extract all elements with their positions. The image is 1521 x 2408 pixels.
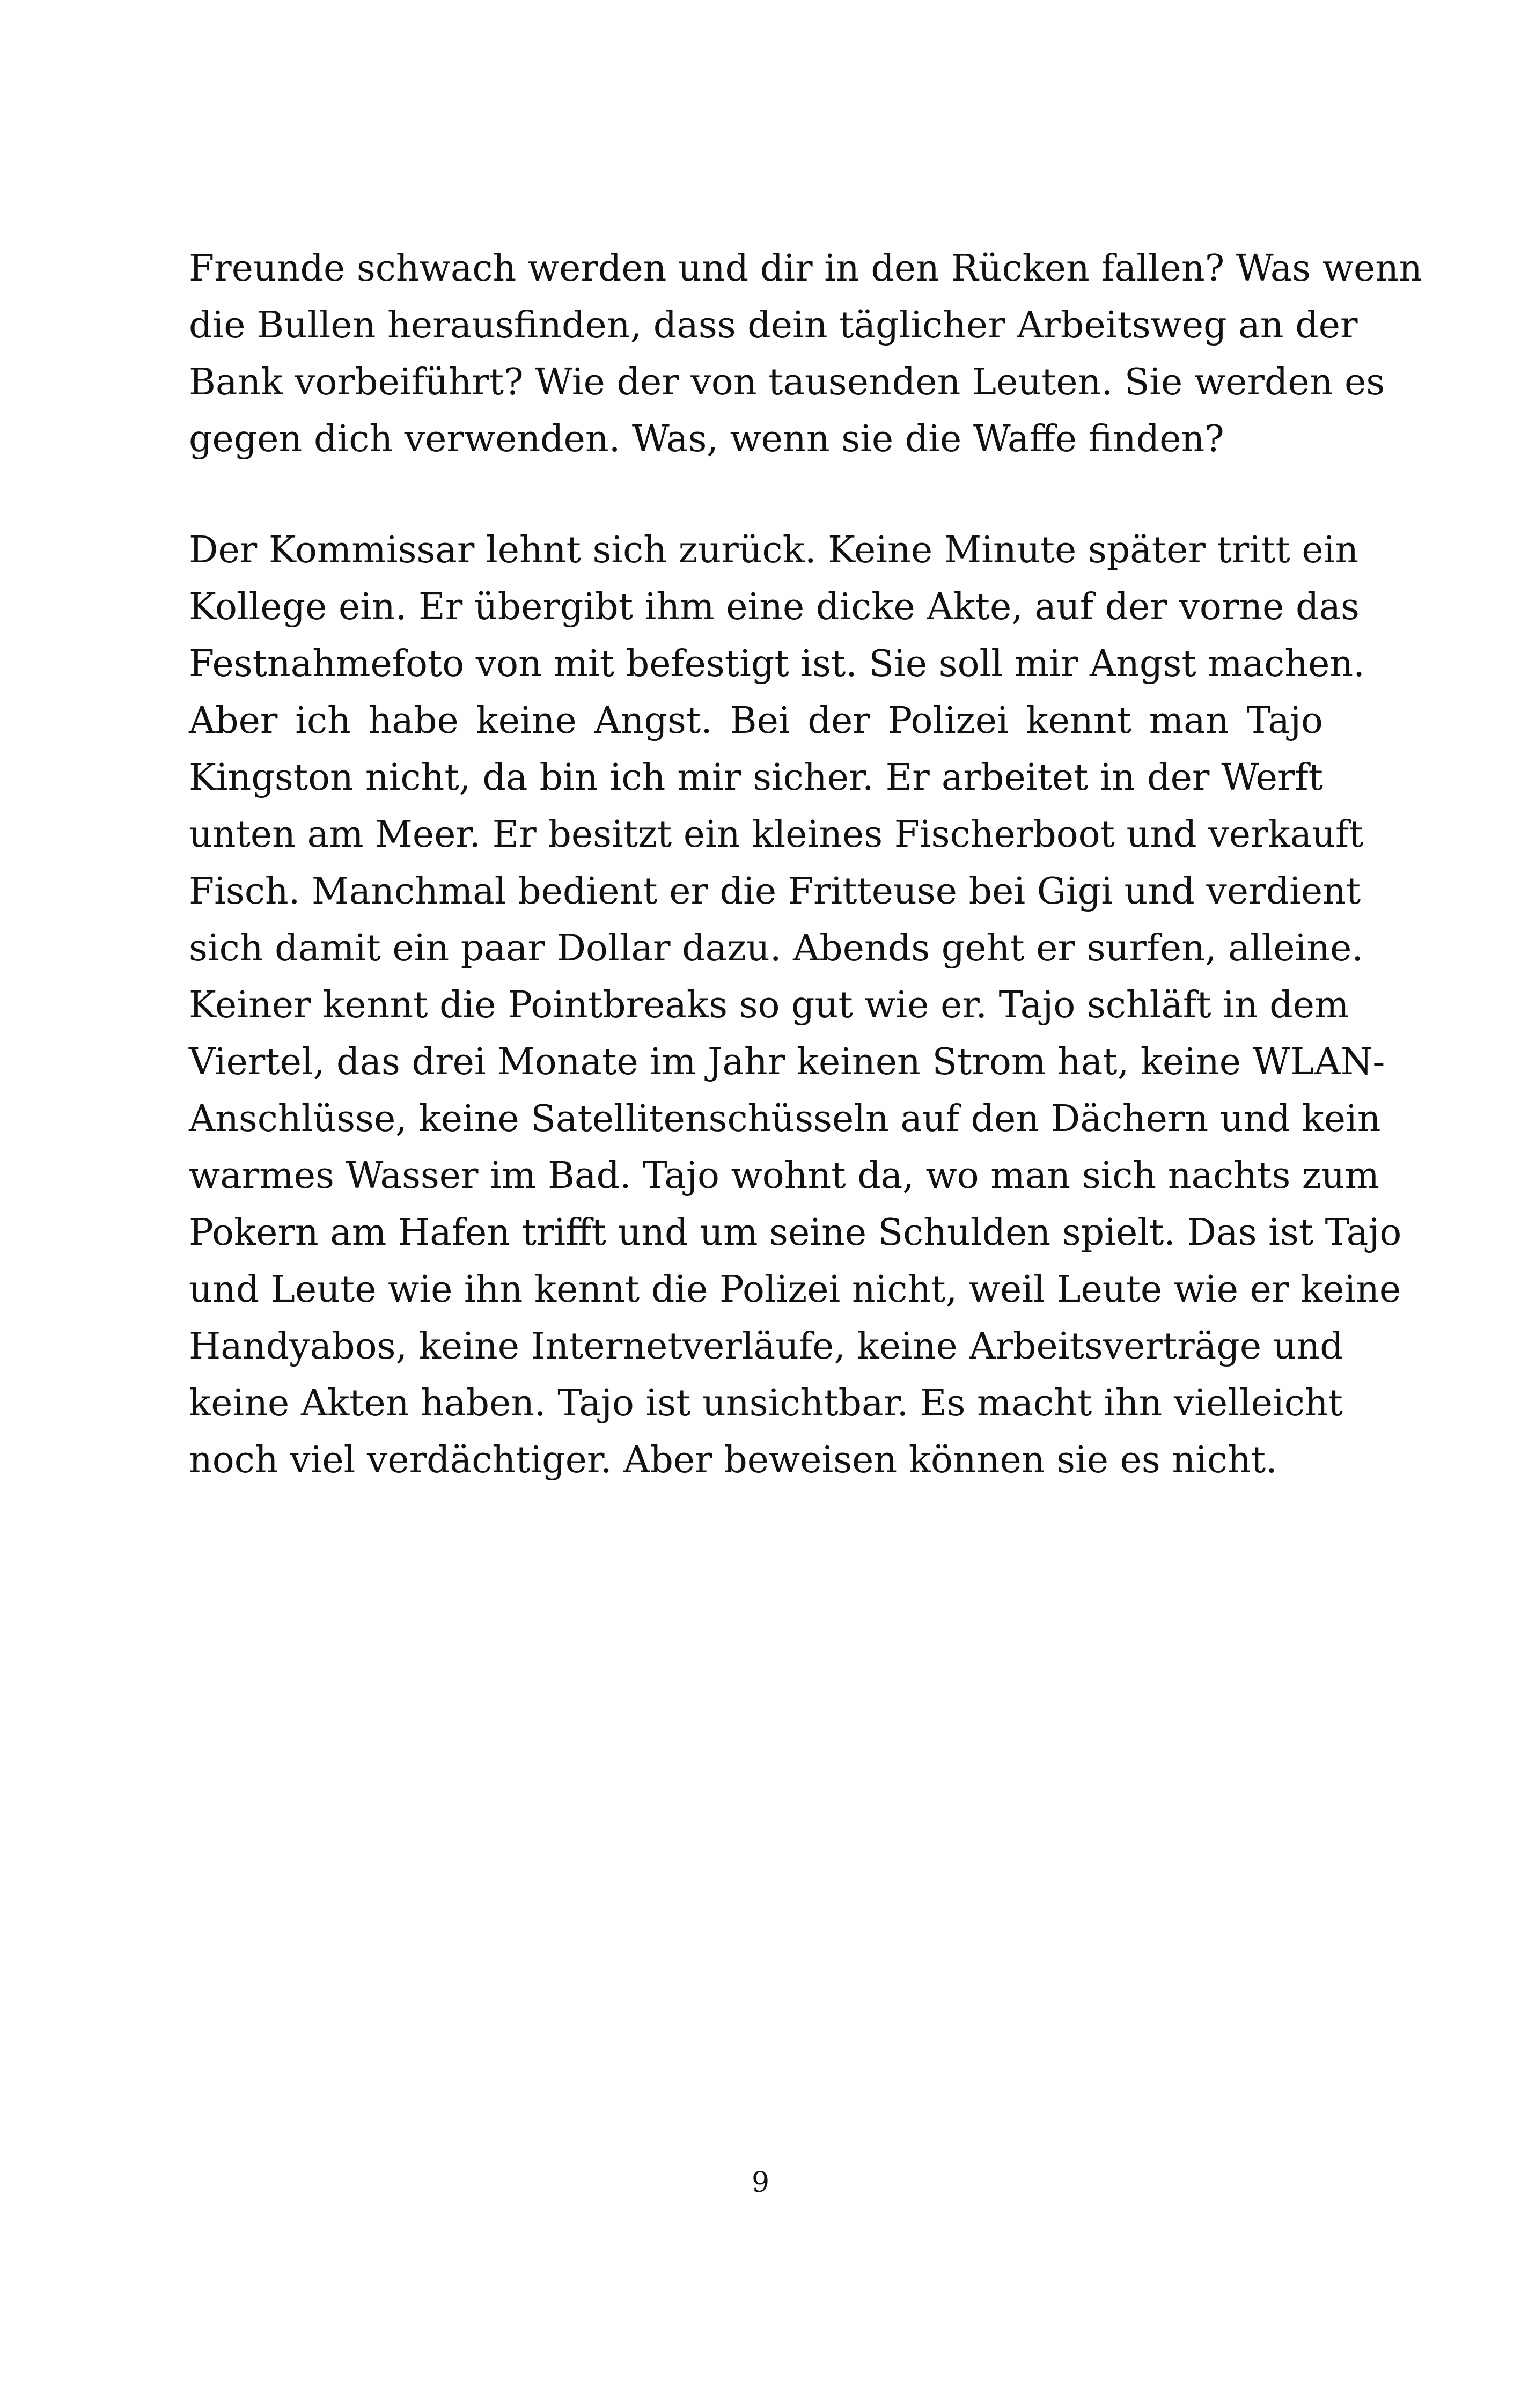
paragraph-2-line-12: warmes Wasser im Bad. Tajo wohnt da, wo man sich nachts zum — [189, 1155, 1379, 1197]
paragraph-2-line-7: Fisch. Manchmal bedient er die Fritteuse bei Gigi und verdient — [189, 870, 1361, 913]
paragraph-1-line-3: Bank vorbeiführt? Wie der von tausenden Leuten. Sie werden es — [189, 361, 1385, 403]
paragraph-2-line-2: Kollege ein. Er übergibt ihm eine dicke Akte, auf der vorne das — [189, 586, 1360, 628]
paragraph-2-line-15: Handyabos, keine Internetverläufe, keine Arbeitsverträge und — [189, 1325, 1343, 1368]
paragraph-2-line-14: und Leute wie ihn kennt die Polizei nicht, weil Leute wie er keine — [189, 1268, 1401, 1311]
paragraph-1-line-4: gegen dich verwenden. Was, wenn sie die Waffe finden? — [189, 418, 1224, 460]
paragraph-2-line-1: Der Kommissar lehnt sich zurück. Keine Minute später tritt ein — [189, 529, 1359, 571]
paragraph-2-line-17: noch viel verdächtiger. Aber beweisen können sie es nicht. — [189, 1439, 1277, 1481]
paragraph-1-line-2: die Bullen herausfinden, dass dein täglicher Arbeitsweg an der — [189, 304, 1358, 347]
paragraph-1-line-1: Freunde schwach werden und dir in den Rücken fallen? Was wenn — [189, 247, 1422, 290]
paragraph-2-line-11: Anschlüsse, keine Satellitenschüsseln auf den Dächern und kein — [189, 1098, 1381, 1140]
paragraph-2-line-4: Aber ich habe keine Angst. Bei der Polizei kennt man Tajo — [189, 700, 1323, 742]
paragraph-2-line-3: Festnahmefoto von mit befestigt ist. Sie soll mir Angst machen. — [189, 643, 1365, 685]
paragraph-2-line-6: unten am Meer. Er besitzt ein kleines Fischerboot und verkauft — [189, 813, 1364, 856]
paragraph-2-line-10: Viertel, das drei Monate im Jahr keinen Strom hat, keine WLAN- — [189, 1041, 1385, 1083]
page-number: 9 — [751, 2167, 770, 2199]
paragraph-2-line-13: Pokern am Hafen trifft und um seine Schulden spielt. Das ist Tajo — [189, 1212, 1402, 1254]
paragraph-2-line-5: Kingston nicht, da bin ich mir sicher. Er arbeitet in der Werft — [189, 757, 1323, 799]
paragraph-2-line-9: Keiner kennt die Pointbreaks so gut wie er. Tajo schläft in dem — [189, 984, 1349, 1026]
paragraph-2-line-16: keine Akten haben. Tajo ist unsichtbar. Es macht ihn vielleicht — [189, 1382, 1343, 1425]
paragraph-2-line-8: sich damit ein paar Dollar dazu. Abends geht er surfen, alleine. — [189, 927, 1363, 970]
